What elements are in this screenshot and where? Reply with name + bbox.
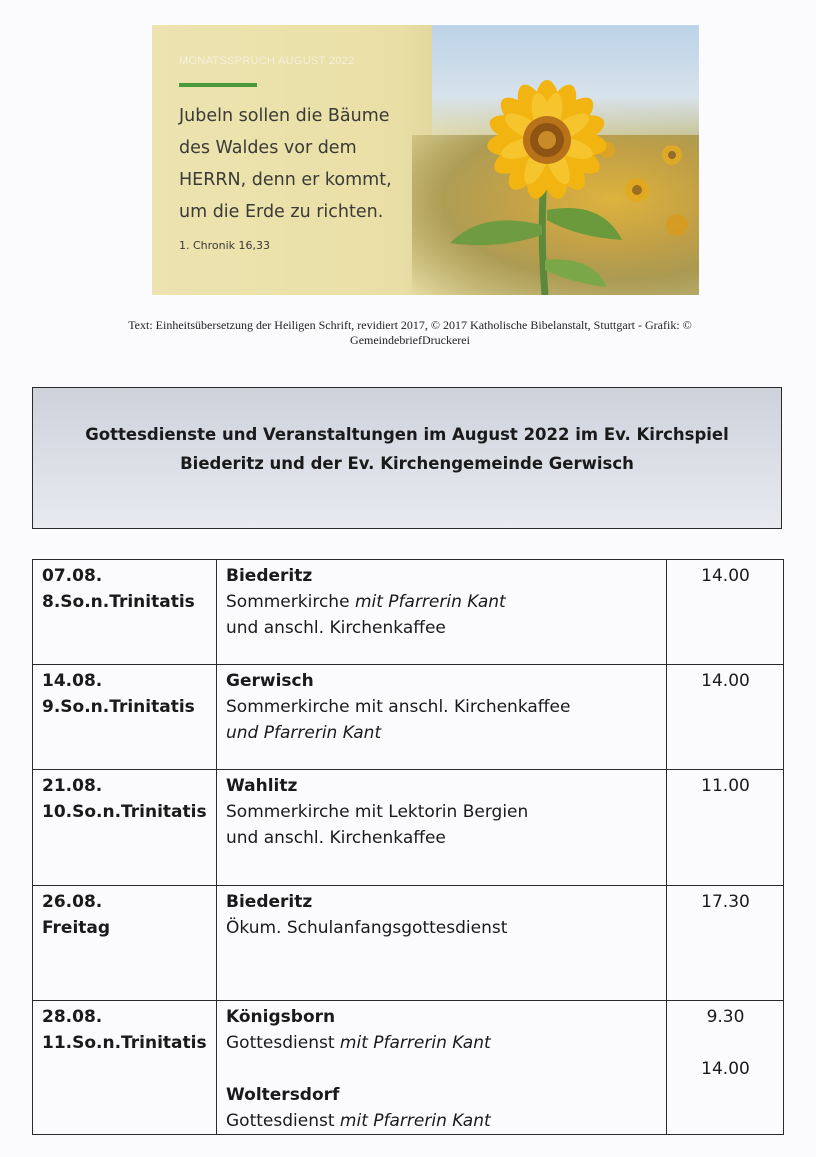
event-detail-line: Sommerkirche mit anschl. Kirchenkaffee	[226, 697, 571, 717]
detail-italic-text: mit Pfarrerin Kant	[339, 1033, 491, 1053]
time-cell	[667, 560, 784, 665]
description-cell	[217, 1001, 667, 1135]
schedule-title	[33, 420, 781, 478]
table-row	[33, 1001, 784, 1135]
event-detail-line: und anschl. Kirchenkaffee	[226, 618, 446, 638]
date-cell	[33, 1001, 217, 1135]
time-cell	[667, 1001, 784, 1135]
event-time: 17.30	[701, 892, 750, 912]
detail-text: Sommerkirche	[226, 592, 355, 612]
credit-line: GemeindebriefDruckerei	[350, 333, 470, 347]
event-time: 14.00	[701, 1059, 750, 1079]
quote-line: des Waldes vor dem	[179, 138, 357, 158]
table-row	[33, 560, 784, 665]
event-detail-line: Sommerkirche mit Lektorin Bergien	[226, 802, 529, 822]
banner-kicker: MONATSSPRUCH AUGUST 2022	[179, 55, 355, 67]
schedule-title-line: Biederitz und der Ev. Kirchengemeinde Gerwisch	[180, 454, 634, 473]
time-cell	[667, 770, 784, 886]
event-date: 26.08.	[42, 892, 103, 912]
banner-accent-bar	[179, 83, 257, 87]
event-location: Biederitz	[226, 892, 313, 912]
banner-quote	[179, 100, 449, 228]
event-date: 21.08.	[42, 776, 103, 796]
event-day: Freitag	[42, 918, 111, 938]
event-detail-line: und anschl. Kirchenkaffee	[226, 828, 446, 848]
table-row	[33, 886, 784, 1001]
spacer	[676, 1030, 775, 1056]
quote-line: Jubeln sollen die Bäume	[179, 106, 390, 126]
time-cell	[667, 886, 784, 1001]
schedule-header	[32, 387, 782, 529]
credit-line: Text: Einheitsübersetzung der Heiligen Schrift, revidiert 2017, © 2017 Katholische Bibelanstalt, Stuttgart - Grafik: ©	[128, 318, 692, 332]
event-location: Woltersdorf	[226, 1085, 340, 1105]
event-day: 8.So.n.Trinitatis	[42, 592, 195, 612]
event-day: 11.So.n.Trinitatis	[42, 1033, 207, 1053]
event-day: 9.So.n.Trinitatis	[42, 697, 195, 717]
event-date: 14.08.	[42, 671, 103, 691]
event-time: 11.00	[701, 776, 750, 796]
quote-line: HERRN, denn er kommt,	[179, 170, 392, 190]
event-time: 14.00	[701, 566, 750, 586]
event-detail-line	[226, 1108, 658, 1134]
table-row	[33, 770, 784, 886]
banner-reference: 1. Chronik 16,33	[179, 239, 271, 252]
event-detail-line	[226, 589, 658, 615]
schedule-table	[32, 559, 784, 1135]
date-cell	[33, 665, 217, 770]
description-cell	[217, 770, 667, 886]
detail-italic-text: mit Pfarrerin Kant	[339, 1111, 491, 1131]
event-detail-line: und Pfarrerin Kant	[226, 723, 382, 743]
time-cell	[667, 665, 784, 770]
quote-line: um die Erde zu richten.	[179, 202, 384, 222]
event-location: Biederitz	[226, 566, 313, 586]
event-day: 10.So.n.Trinitatis	[42, 802, 207, 822]
date-cell	[33, 886, 217, 1001]
date-cell	[33, 770, 217, 886]
event-location: Gerwisch	[226, 671, 314, 691]
event-detail-line	[226, 1030, 658, 1056]
event-date: 28.08.	[42, 1007, 103, 1027]
event-location: Wahlitz	[226, 776, 298, 796]
event-time: 14.00	[701, 671, 750, 691]
description-cell	[217, 886, 667, 1001]
event-time: 9.30	[706, 1007, 745, 1027]
event-location: Königsborn	[226, 1007, 336, 1027]
description-cell	[217, 665, 667, 770]
monthly-verse-banner	[152, 25, 699, 295]
image-credit	[90, 318, 730, 348]
detail-text: Gottesdienst	[226, 1111, 340, 1131]
event-date: 07.08.	[42, 566, 103, 586]
event-detail-line: Ökum. Schulanfangsgottesdienst	[226, 918, 508, 938]
detail-italic-text: mit Pfarrerin Kant	[354, 592, 506, 612]
schedule-title-line: Gottesdienste und Veranstaltungen im August 2022 im Ev. Kirchspiel	[85, 425, 729, 444]
spacer	[226, 1056, 658, 1082]
detail-text: Gottesdienst	[226, 1033, 340, 1053]
date-cell	[33, 560, 217, 665]
table-row	[33, 665, 784, 770]
description-cell	[217, 560, 667, 665]
